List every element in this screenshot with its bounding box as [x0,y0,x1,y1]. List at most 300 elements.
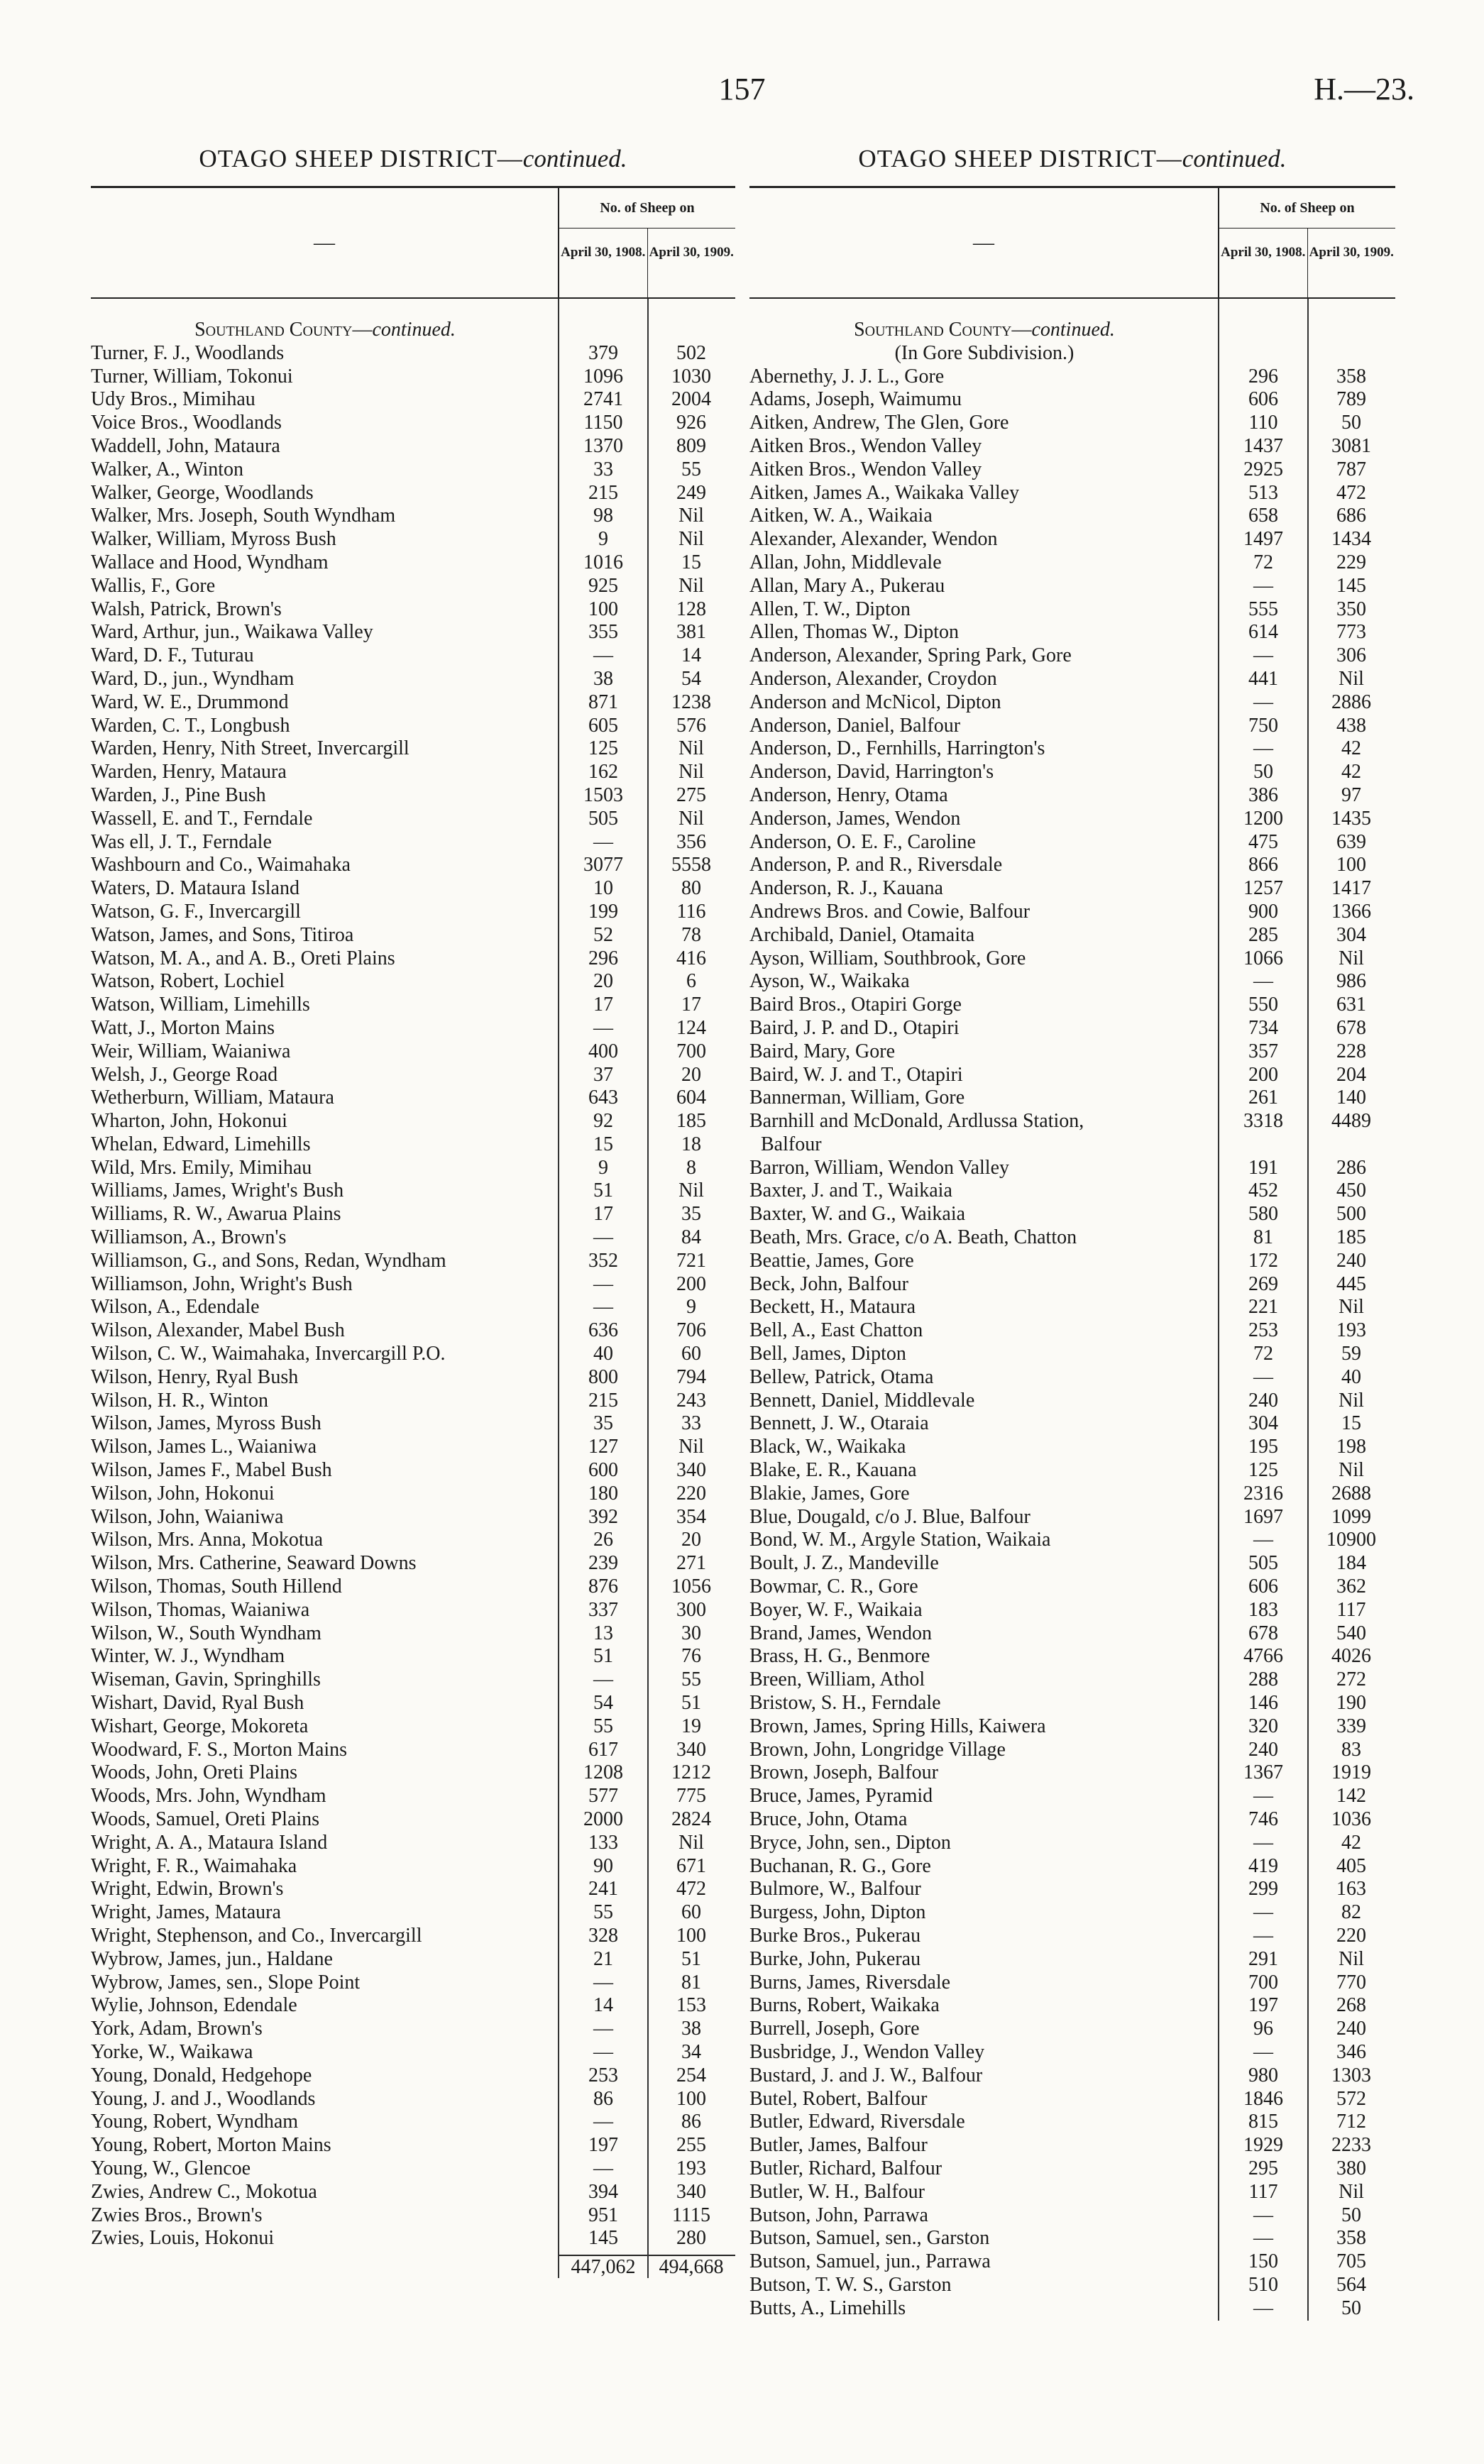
table-row [749,1506,1395,1529]
table-row [749,1739,1395,1762]
table-row [749,1645,1395,1668]
owner-name: Warden, Henry, Nith Street, Invercargill [91,737,410,760]
sheep-1909: 3081 [1331,434,1371,457]
table-row [749,1668,1395,1692]
owner-name: Wishart, George, Mokoreta [91,1715,309,1737]
sheep-1908: 1367 [1243,1761,1283,1784]
table-row [91,2018,735,2041]
sheep-1908: 800 [588,1365,618,1388]
sheep-1909: 362 [1336,1575,1366,1598]
sheep-1908: 40 [593,1343,613,1365]
owner-name: Young, Robert, Wyndham [91,2111,299,2133]
sheep-1909: 82 [1341,1901,1361,1924]
sheep-1908: 355 [588,621,618,644]
sheep-1909: Nil [1339,1947,1364,1970]
owner-name: Williams, R. W., Awarua Plains [91,1203,341,1226]
sheep-1908: 125 [1248,1459,1278,1482]
sheep-1908: 51 [593,1179,613,1202]
table-row [91,1296,735,1319]
sheep-1909: 6 [686,970,696,993]
table-row [749,1855,1395,1879]
sheep-1908: 55 [593,1715,613,1737]
table-row [91,1436,735,1459]
sheep-1909: 268 [1336,1994,1366,2017]
owner-name: Walsh, Patrick, Brown's [91,598,282,620]
sheep-1908: 199 [588,900,618,923]
table-row [749,901,1395,924]
sheep-1908: 1846 [1243,2087,1283,2110]
table-row [749,924,1395,947]
sheep-1909: 76 [681,1645,701,1668]
owner-name: Warden, Henry, Mataura [91,761,287,783]
table-row [91,1785,735,1808]
sheep-1908: — [593,1016,613,1039]
sheep-1909: 4489 [1331,1110,1371,1133]
sheep-1909: Nil [678,1831,704,1854]
owner-name: Anderson, P. and R., Riversdale [749,854,1003,876]
owner-name: Turner, William, Tokonui [91,365,293,387]
sheep-1909: 42 [1341,737,1361,760]
sheep-1908: — [1253,2040,1273,2063]
table-row [749,482,1395,505]
owner-name: Whelan, Edward, Limehills [91,1133,311,1155]
sheep-1909: 55 [681,1668,701,1691]
sheep-1909: 240 [1336,2018,1366,2040]
table-row [749,1436,1395,1459]
table-row [91,1599,735,1622]
table-row [91,1715,735,1739]
table-row [749,1832,1395,1855]
sheep-1909: 540 [1336,1622,1366,1644]
sheep-1909: 185 [676,1110,706,1133]
owner-name: Young, W., Glencoe [91,2157,251,2179]
sheep-1908: — [593,2018,613,2040]
table-row [91,2134,735,2157]
owner-name: Bulmore, W., Balfour [749,1878,921,1901]
sheep-1909: 340 [676,2180,706,2203]
sheep-1909: 705 [1336,2250,1366,2273]
sheep-1908: 3077 [583,854,623,876]
sheep-1909: 50 [1341,2204,1361,2226]
owner-name: Bannerman, William, Gore [749,1087,965,1109]
owner-name: Woods, Samuel, Oreti Plains [91,1808,320,1830]
table-row [91,994,735,1017]
table-row [749,1179,1395,1203]
sheep-1909: 34 [681,2040,701,2063]
sheep-1909: 564 [1336,2273,1366,2296]
table-row [749,1226,1395,1250]
page-reference: H.—23. [1314,72,1414,106]
sheep-1909: 86 [681,2111,701,2133]
sheep-1908: 146 [1248,1692,1278,1715]
owner-name: Anderson, David, Harrington's [749,761,994,783]
sheep-1908: 4766 [1243,1645,1283,1668]
table-row [749,1459,1395,1483]
sheep-1909: 14 [681,644,701,667]
owner-name: Ayson, W., Waikaka [749,970,910,993]
owner-name: Barnhill and McDonald, Ardlussa Station, [749,1110,1084,1133]
sheep-1909: 17 [681,994,701,1016]
table-row [749,1296,1395,1319]
sheep-1908: 441 [1248,667,1278,690]
sheep-1909: 185 [1336,1226,1366,1249]
sheep-1908: 54 [593,1692,613,1715]
owner-name: Young, Robert, Morton Mains [91,2134,331,2157]
owner-name: Wybrow, James, jun., Haldane [91,1947,333,1970]
sheep-1908: 55 [593,1901,613,1924]
sheep-1908: — [1253,1365,1273,1388]
sheep-1909: 228 [1336,1040,1366,1062]
sheep-1908: — [593,1272,613,1295]
left-table-body [91,299,735,2278]
right-column-title: OTAGO SHEEP DISTRICT—continued. [858,145,1287,172]
table-row [749,854,1395,877]
owner-name: Brown, James, Spring Hills, Kaiwera [749,1715,1046,1737]
sheep-1908: 871 [588,691,618,713]
sheep-1908: — [593,2040,613,2063]
table-row [749,2227,1395,2250]
sheep-1909: 1303 [1331,2064,1371,2086]
table-row [91,1133,735,1157]
table-row [91,458,735,482]
sheep-1909: 1366 [1331,900,1371,923]
sheep-1908: 379 [588,341,618,364]
sheep-1909: 30 [681,1622,701,1644]
owner-name: Wishart, David, Ryal Bush [91,1692,304,1715]
owner-name: Voice Bros., Woodlands [91,412,282,434]
owner-name: Watt, J., Morton Mains [91,1016,275,1039]
sheep-1908: 1096 [583,365,623,387]
owner-name: Allen, Thomas W., Dipton [749,621,960,644]
owner-name: Wallace and Hood, Wyndham [91,551,329,573]
sheep-1908: 17 [593,994,613,1016]
sheep-1908: 392 [588,1505,618,1528]
table-row [91,854,735,877]
table-row [91,1878,735,1901]
owner-name: Bellew, Patrick, Otama [749,1365,934,1388]
sheep-1909: 472 [676,1878,706,1901]
sheep-1908: — [1253,1831,1273,1854]
owner-name: Watson, M. A., and A. B., Oreti Plains [91,947,395,969]
owner-name: Allan, John, Middlevale [749,551,942,573]
table-row [749,1157,1395,1180]
sheep-1908: 10 [593,877,613,900]
owner-name: Balfour [761,1133,822,1155]
section-subheading: (In Gore Subdivision.) [894,341,1074,364]
sheep-1909: 358 [1336,365,1366,387]
table-row [749,2157,1395,2181]
right-column [749,142,1395,2321]
sheep-1909: 124 [676,1016,706,1039]
table-row [749,2297,1395,2321]
sheep-1909: Nil [678,528,704,551]
sheep-1909: Nil [1339,1389,1364,1412]
owner-name: Baxter, J. and T., Waikaia [749,1179,952,1202]
owner-name: Walker, William, Myross Bush [91,528,336,551]
sheep-1909: 339 [1336,1715,1366,1737]
owner-name: Wybrow, James, sen., Slope Point [91,1971,361,1993]
table-row [749,365,1395,389]
sheep-1908: 221 [1248,1296,1278,1319]
sheep-1908: — [593,644,613,667]
sheep-1908: 2316 [1243,1482,1283,1505]
table-row [749,994,1395,1017]
owner-name: Brand, James, Wendon [749,1622,932,1644]
table-row [91,691,735,715]
sheep-1909: 706 [676,1319,706,1342]
table-row [91,1832,735,1855]
table-row [749,761,1395,784]
owner-name: Anderson and McNicol, Dipton [749,691,1001,713]
owner-name: Wassell, E. and T., Ferndale [91,807,313,830]
sheep-1908: 658 [1248,505,1278,527]
table-row [749,1761,1395,1785]
table-row [749,784,1395,808]
sheep-1909: 300 [676,1598,706,1621]
sheep-1909: 51 [681,1692,701,1715]
sheep-1908: 750 [1248,714,1278,737]
table-row [749,947,1395,971]
table-row [91,1064,735,1087]
owner-name: York, Adam, Brown's [91,2018,263,2040]
sheep-1908: 876 [588,1575,618,1598]
sheep-1909: 198 [1336,1436,1366,1458]
table-row [91,575,735,598]
sheep-1909: Nil [1339,2180,1364,2203]
sheep-1908: 240 [1248,1738,1278,1761]
table-row [91,1948,735,1971]
sheep-1908: 1929 [1243,2134,1283,2157]
sheep-1909: 773 [1336,621,1366,644]
sheep-1909: 1434 [1331,528,1371,551]
sheep-1909: 576 [676,714,706,737]
sheep-1909: 117 [1336,1598,1366,1621]
sheep-1909: 229 [1336,551,1366,573]
sheep-1908: — [1253,1785,1273,1808]
sheep-1908 [1219,1133,1307,1157]
owner-name: Zwies, Louis, Hokonui [91,2227,275,2250]
table-row [91,505,735,528]
owner-name: Burke, John, Pukerau [749,1947,921,1970]
owner-name: Baxter, W. and G., Waikaia [749,1203,966,1226]
owner-name: Butson, Samuel, sen., Garston [749,2227,990,2250]
owner-name: Williamson, G., and Sons, Redan, Wyndham [91,1249,446,1272]
left-column-title: OTAGO SHEEP DISTRICT—continued. [199,145,627,172]
table-row [749,970,1395,994]
owner-name: Watson, William, Limehills [91,994,310,1016]
sheep-1908: 197 [588,2134,618,2157]
sheep-1908: — [1253,574,1273,597]
sheep-1909: 1435 [1331,807,1371,830]
owner-name: Udy Bros., Mimihau [91,388,255,411]
sheep-1909: 184 [1336,1552,1366,1575]
table-row [749,598,1395,622]
sheep-1908: 299 [1248,1878,1278,1901]
sheep-1908: 92 [593,1110,613,1133]
sheep-1908: 734 [1248,1016,1278,1039]
sheep-1909: 2233 [1331,2134,1371,2157]
sheep-1908: 13 [593,1622,613,1644]
sheep-1909: 5558 [671,854,711,876]
table-row [91,737,735,761]
owner-name: Ward, D., jun., Wyndham [91,667,295,690]
owner-name: Allan, Mary A., Pukerau [749,574,945,597]
table-row [749,691,1395,715]
owner-name: Butler, W. H., Balfour [749,2180,925,2203]
table-row [749,2250,1395,2274]
table-row [91,1273,735,1297]
sheep-1909: 55 [681,458,701,480]
sheep-1908: 215 [588,481,618,504]
sheep-1909: 272 [1336,1668,1366,1691]
sheep-1908: 38 [593,667,613,690]
sheep-1908: 9 [598,1156,608,1179]
sheep-1909: 40 [1341,1365,1361,1388]
owner-name: Waters, D. Mataura Island [91,877,299,900]
table-row [749,668,1395,691]
sheep-1908: 510 [1248,2273,1278,2296]
sheep-1908: 15 [593,1133,613,1155]
table-row [749,737,1395,761]
table-row [91,2064,735,2088]
sheep-1909: 1919 [1331,1761,1371,1784]
table-row [749,528,1395,551]
sheep-1908: 475 [1248,830,1278,853]
sheep-1908: 3318 [1243,1110,1283,1133]
sheep-1909: 153 [676,1994,706,2017]
sheep-1909: 100 [676,2087,706,2110]
table-row [749,1878,1395,1901]
sheep-1909: 190 [1336,1692,1366,1715]
right-rows [749,365,1395,2321]
table-row [91,1459,735,1483]
owner-name: Wright, A. A., Mataura Island [91,1831,328,1854]
table-row [749,1529,1395,1552]
sheep-1909: 405 [1336,1854,1366,1877]
table-row [91,2041,735,2064]
table-row [749,1599,1395,1622]
table-row [749,1366,1395,1390]
owner-name: Young, J. and J., Woodlands [91,2087,316,2110]
sheep-1909: 787 [1336,458,1366,480]
sheep-1909: 1212 [671,1761,711,1784]
sheep-1908: — [593,2111,613,2133]
table-row [91,1739,735,1762]
table-row [749,1390,1395,1413]
table-row [91,342,735,365]
sheep-1909: Nil [678,737,704,760]
section-heading: Southland County—continued. [854,319,1115,341]
owner-name: Wilson, Thomas, Waianiwa [91,1598,310,1621]
sheep-1908: 145 [588,2227,618,2250]
total-1909: 494,668 [647,2255,735,2278]
sheep-1909: 1030 [671,365,711,387]
table-row [749,1715,1395,1739]
table-row [91,1971,735,1995]
table-row [749,1203,1395,1226]
col-1909-header: April 30, 1909. [1307,229,1396,297]
sheep-1909: Nil [678,505,704,527]
table-row [91,1319,735,1343]
sheep-1908: — [1253,1924,1273,1947]
table-row [91,1552,735,1575]
owner-name: Anderson, James, Wendon [749,807,961,830]
owner-name: Allen, T. W., Dipton [749,598,911,620]
table-row [749,1948,1395,1971]
table-row [749,435,1395,458]
left-table-header [91,186,735,299]
owner-name: Anderson, O. E. F., Caroline [749,830,976,853]
table-row [749,831,1395,854]
owner-name: Anderson, Henry, Otama [749,783,948,806]
sheep-1908: 295 [1248,2157,1278,2179]
owner-name: Woodward, F. S., Morton Mains [91,1738,348,1761]
table-row [91,1761,735,1785]
table-row [91,1412,735,1436]
table-row [749,1808,1395,1832]
owner-name: Butson, John, Parrawa [749,2204,928,2226]
table-row [91,365,735,389]
sheep-1909: 220 [676,1482,706,1505]
sheep-1908: 296 [1248,365,1278,387]
sheep-1909: 59 [1341,1343,1361,1365]
sheep-1909: 2004 [671,388,711,411]
owner-name: Wylie, Johnson, Edendale [91,1994,297,2017]
sheep-1909: 1115 [672,2204,710,2226]
table-row [749,1250,1395,1273]
table-row [91,621,735,644]
sheep-1909: 926 [676,412,706,434]
sheep-1909: 19 [681,1715,701,1737]
sheep-1908: 636 [588,1319,618,1342]
owner-name: Wharton, John, Hokonui [91,1110,287,1133]
owner-name: Anderson, Daniel, Balfour [749,714,961,737]
table-row [91,970,735,994]
sheep-1909: Nil [1339,947,1364,969]
sheep-1908: 50 [1253,761,1273,783]
owner-name: Aitken Bros., Wendon Valley [749,458,982,480]
sheep-1909: 140 [1336,1087,1366,1109]
table-row [91,1157,735,1180]
sheep-1908: 1066 [1243,947,1283,969]
sheep-1908: 52 [593,923,613,946]
table-row [749,2134,1395,2157]
sheep-1908: 1503 [583,783,623,806]
sheep-1908: 555 [1248,598,1278,620]
owner-name: Busbridge, J., Wendon Valley [749,2040,985,2063]
table-row [749,1064,1395,1087]
owner-name: Williamson, John, Wright's Bush [91,1272,353,1295]
owner-name: Wild, Mrs. Emily, Mimihau [91,1156,312,1179]
owner-name: Adams, Joseph, Waimumu [749,388,962,411]
sheep-1909: 1417 [1331,877,1371,900]
sheep-1908: 20 [593,970,613,993]
sheep-1909: 2886 [1331,691,1371,713]
table-row [91,1179,735,1203]
sheep-1908: 419 [1248,1854,1278,1877]
owner-name: Burns, James, Riversdale [749,1971,951,1993]
table-row [749,1901,1395,1925]
sheep-1909: 346 [1336,2040,1366,2063]
owner-name: Brown, John, Longridge Village [749,1738,1006,1761]
table-row [91,1366,735,1390]
table-row [91,435,735,458]
owner-name: Bond, W. M., Argyle Station, Waikaia [749,1529,1051,1551]
sheep-1909: 9 [686,1296,696,1319]
table-row [749,388,1395,412]
owner-name: Butler, James, Balfour [749,2134,928,2157]
sheep-1909: 639 [1336,830,1366,853]
